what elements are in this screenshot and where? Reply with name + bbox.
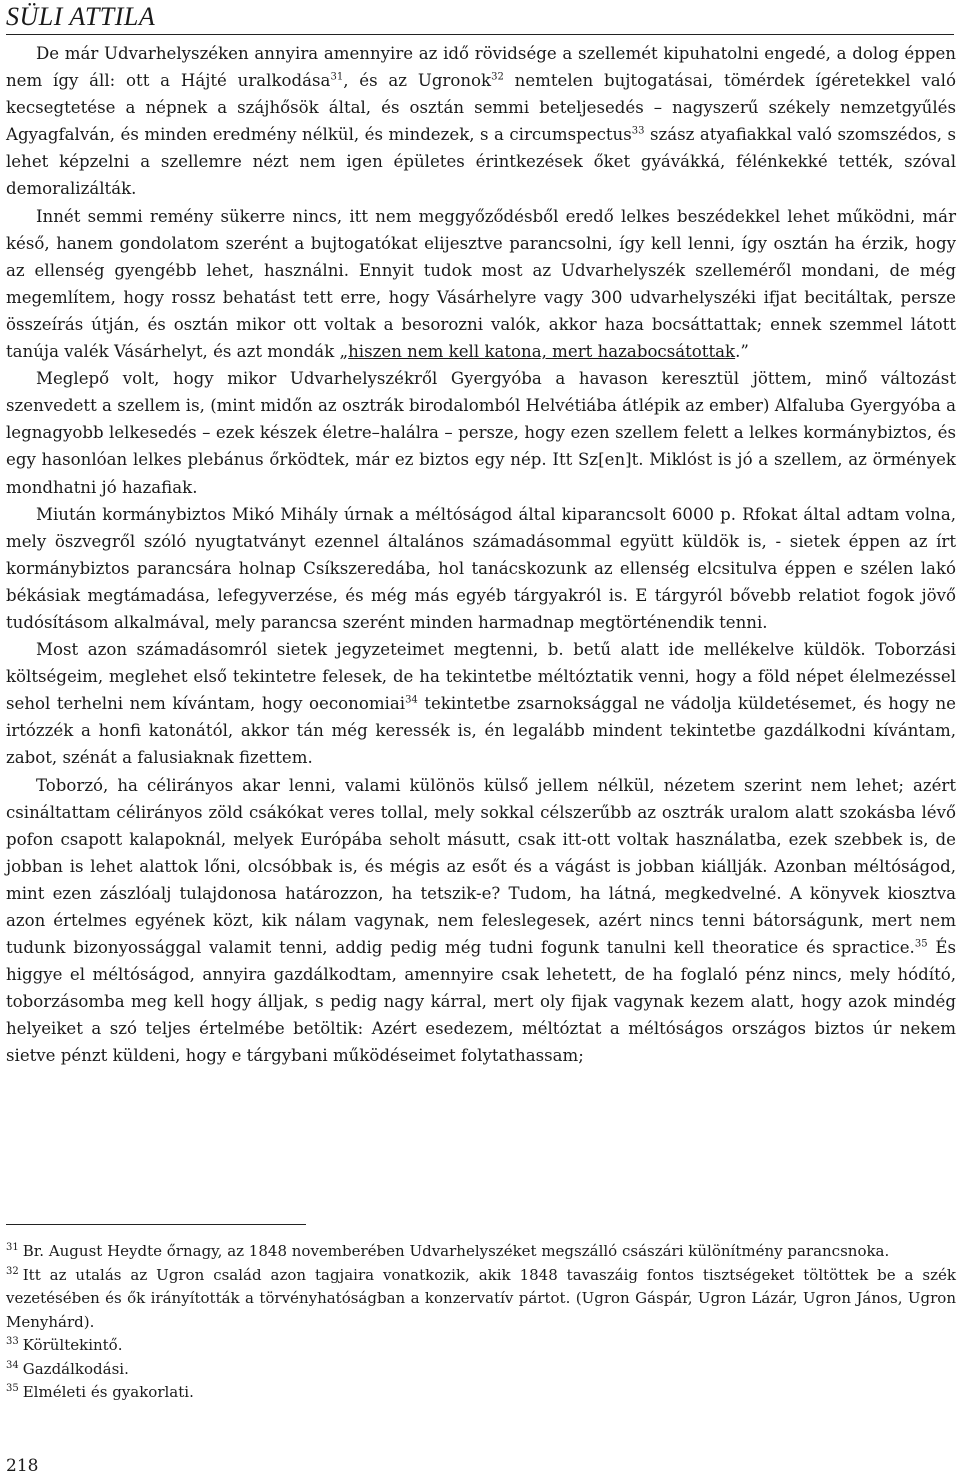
footnote-31 [6,1240,956,1264]
footnote-number: 34 [6,1359,19,1371]
footnotes [6,1240,956,1405]
body-text [6,40,956,1070]
paragraph-3: Meglepő volt, hogy mikor Udvarhelyszékről Gyergyóba a havason keresztül jöttem, minő változást szenvedett a szellem is, (mint midőn az osztrák birodalomból Helvétiába átlépik az ember) Alfaluba Gyergyóba a legnagyobb lelkesedés – ezek készek életre–halálra – persze, hogy ezen szellem felett a lelkes kormánybiztos, és egy hasonlóan lelkes plebánus őrködtek, már ez biztos egy nép. Itt Sz[en]t. Miklóst is jó a szellem, az örmények mondhatni jó hazafiak. [6,369,956,497]
header-title: SÜLI ATTILA [6,2,156,31]
footnote-text: Br. August Heydte őrnagy, az 1848 novemberében Udvarhelyszéket megszálló császári különítmény parancsnoka. [22,1242,890,1260]
underlined-quote: hiszen nem kell katona, mert hazabocsátottak [348,342,736,362]
footnote-ref-33[interactable]: 33 [631,125,645,137]
paragraph-text: .” [735,342,749,362]
footnote-ref-35[interactable]: 35 [914,938,928,950]
paragraph-5 [6,636,956,771]
footnote-34 [6,1358,956,1382]
footnote-number: 31 [6,1242,19,1253]
paragraph-1 [6,40,956,203]
footnote-number: 32 [6,1265,19,1277]
footnote-ref-31[interactable]: 31 [330,71,344,83]
running-header [6,2,954,35]
footnote-text: Elméleti és gyakorlati. [22,1383,194,1401]
paragraph-text: Most azon számadásomról sietek jegyzeteimet megtenni, b. betű alatt ide mellékelve küldök. Toborzási költségeim, meglehet első tekintetre felesek, de ha tekintetbe méltóztatik venni, hogy a föld népet élelmezéssel sehol terhelni nem kívántam, hogy oeconomiai [6,640,956,714]
footnote-number: 35 [6,1383,19,1394]
paragraph-text: nemtelen bujtogatásai, tömérdek ígéretekkel való kecsegtetése a népnek a szájhősök által, és osztán semmi beteljesedés – nagyszerű székely nemzetgyűlés Agyagfalván, és minden eredmény nélkül, és mindezek, s a circumspectus [6,71,956,145]
paragraph-text: , és az Ugronok [343,71,492,91]
paragraph-text: szász atyafiakkal való szomszédos, s lehet képzelni a szellemre nézt nem igen épületes érintkezések őket gyávákká, félénkekké tették, szóval demoralizálták. [6,125,956,199]
paragraph-6 [6,772,956,1070]
footnote-text: Itt az utalás az Ugron család azon tagjaira vonatkozik, akik 1848 tavaszáig fontos tisztségeket töltöttek be a szék vezetésében és ők irányították a törvényhatóságban a konzervatív pártot. (Ugron Gáspár, Ugron Lázár, Ugron János, Ugron Menyhárd). [6,1265,956,1331]
footnote-ref-32[interactable]: 32 [491,71,504,83]
footnote-ref-34[interactable]: 34 [405,694,418,706]
footnote-33 [6,1334,956,1358]
footnote-35 [6,1381,956,1405]
footnote-text: Körültekintő. [22,1336,123,1354]
paragraph-text: És higgye el méltóságod, annyira gazdálkodtam, amennyire csak lehetett, de ha foglaló pénz nincs, mely hódító, toborzásomba meg kell hogy álljak, s pedig nagy kárral, mert oly fijak vagynak kezem alatt, hogy azok mindég helyeiket a szó teljes értelmébe betöltik: Azért esedezem, méltóztat a méltóságos országos biztos úr nekem sietve pénzt küldeni, hogy e tárgybani működéseimet folytathassam; [6,938,957,1066]
paragraph-text: tekintetbe zsarnoksággal ne vádolja küldetésemet, és hogy ne irtózzék a honfi katonától, akkor tán még keressék is, én legalább mindent tekintetbe gazdálkodni kívántam, zabot, szénát a falusiaknak fizettem. [6,694,956,768]
footnote-text: Gazdálkodási. [22,1359,129,1378]
footnote-32 [6,1264,956,1335]
paragraph-text: Toborzó, ha célirányos akar lenni, valami különös külső jellem nélkül, nézetem szerint nem lehet; azért csináltattam célirányos zöld csákókat veres tollal, mely sokkal célszerűbb az osztrák uralom alatt szokásba lévő pofon csapott kalapoknál, melyek Európába seholt másutt, csak itt-ott voltak használatba, ezek szebbek is, de jobban is lehet alattok lőni, olcsóbbak is, és mégis az esőt és a vágást is jobban kiállják. Azonban méltóságod, mint ezen zászlóalj tulajdonosa határozzon, ha tetszik-e? Tudom, ha látná, megkedvelné. A könyvek kiosztva azon értelmes egyének közt, kik nálam vagynak, nem feleslegesek, azért nincs tenni bátorságunk, mert nem tudunk bizonyossággal valamit tenni, addig pedig még tudni fogunk tanulni kell theoratice és spractice. [6,775,956,958]
paragraph-text: Innét semmi remény sükerre nincs, itt nem meggyőződésből eredő lelkes beszédekkel lehet működni, már késő, hanem gondolatom szerént a bujtogatókat elijesztve parancsolni, így kell lenni, így osztán ha érzik, hogy az ellenség gyengébb lehet, használni. Ennyit tudok most az Udvarhelyszék szelleméről mondani, de még megemlítem, hogy rossz behatást tett erre, hogy Vásárhelyre vagy 300 udvarhelyszéki ifjat becitáltak, persze összeírás útján, és osztán mikor ott voltak a besorozni valók, akkor haza bocsáttattak; ennek szemmel látott tanúja valék Vásárhelyt, és azt mondák „ [6,206,956,362]
footnote-number: 33 [6,1336,19,1347]
footnote-separator [6,1224,306,1225]
page-number: 218 [6,1456,39,1476]
paragraph-text: De már Udvarhelyszéken annyira amennyire az idő rövidsége a szellemét kipuhatolni engedé, a dolog éppen nem így áll: ott a Hájté uralkodása [6,44,956,91]
paragraph-2 [6,203,956,366]
paragraph-4: Miután kormánybiztos Mikó Mihály úrnak a méltóságod által kiparancsolt 6000 p. Rfokat által adtam volna, mely öszvegről szóló nyugtatványt ezennel általános számadásommal együtt küldök is, - sietek éppen az írt kormánybiztos parancsára holnap Csíkszeredába, hol tanácskozunk az ellenség elcsitulva éppen e szélen lakó békásiak megtámadása, lefegyverzése, és még más egyéb tárgyakról is. E tárgyról bővebb relatiot fogok jövő tudósításom alkalmával, mely parancsa szerént minden harmadnap megtörténendik tenni. [6,504,956,632]
